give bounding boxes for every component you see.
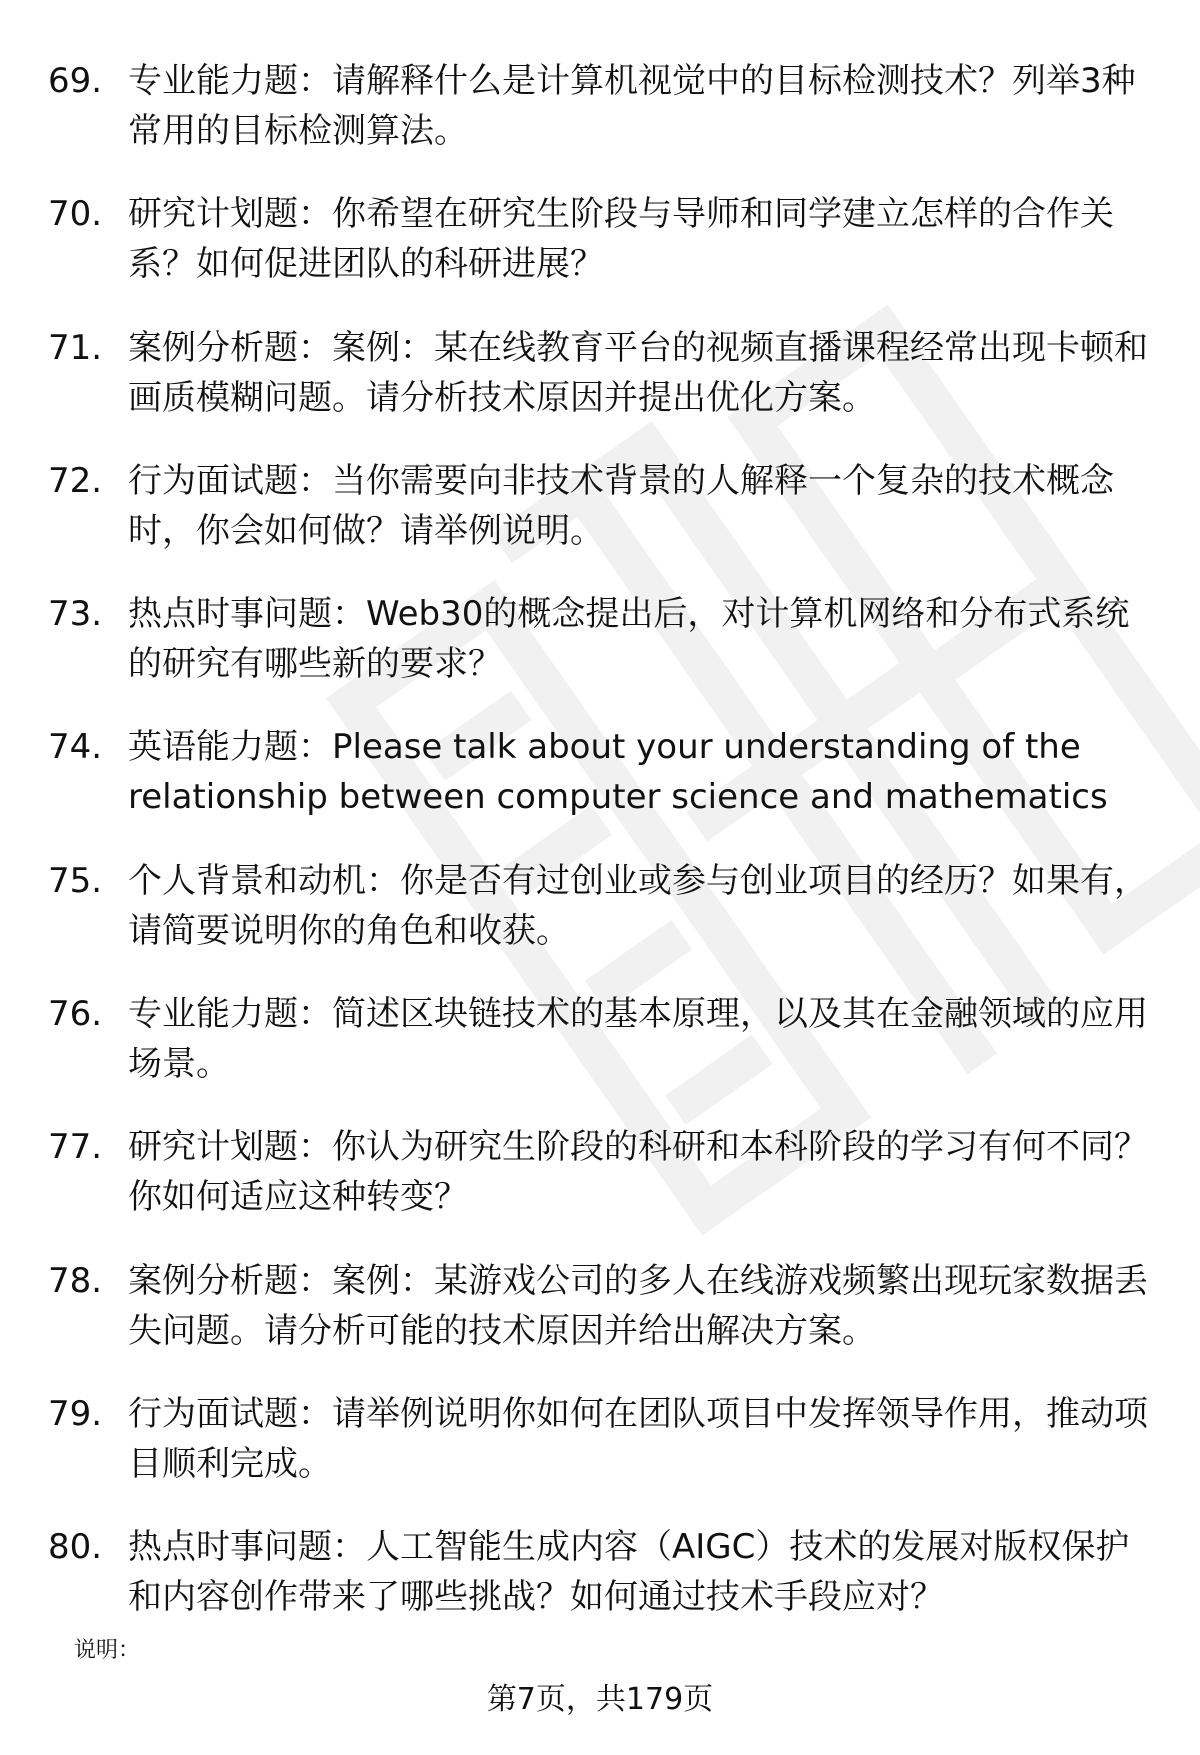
question-number: 70. xyxy=(48,194,103,235)
question-text: 案例分析题：案例：某游戏公司的多人在线游戏频繁出现玩家数据丢失问题。请分析可能的技术原因并给出解决方案。 xyxy=(128,1260,1148,1351)
question-number: 72. xyxy=(48,460,103,501)
question-item-70 xyxy=(0,189,1200,322)
question-number: 80. xyxy=(48,1527,103,1568)
question-item-80 xyxy=(0,1522,1200,1655)
question-text: 热点时事问题：Web30的概念提出后，对计算机网络和分布式系统的研究有哪些新的要求？ xyxy=(128,594,1130,685)
question-number: 74. xyxy=(48,727,103,768)
question-text: 个人背景和动机：你是否有过创业或参与创业项目的经历？如果有，请简要说明你的角色和收获。 xyxy=(128,860,1148,951)
question-number: 71. xyxy=(48,327,103,368)
page-number-footer: 第7页，共179页 xyxy=(486,1682,714,1717)
question-text: 研究计划题：你认为研究生阶段的科研和本科阶段的学习有何不同？你如何适应这种转变？ xyxy=(128,1127,1148,1218)
question-number: 75. xyxy=(48,860,103,901)
question-number: 76. xyxy=(48,994,103,1035)
question-text: 专业能力题：请解释什么是计算机视觉中的目标检测技术？列举3种常用的目标检测算法。 xyxy=(128,61,1136,151)
question-item-73 xyxy=(0,589,1200,722)
question-number: 69. xyxy=(48,61,103,101)
question-number: 78. xyxy=(48,1260,103,1301)
note-label: 说明： xyxy=(74,1638,141,1663)
question-number: 79. xyxy=(48,1393,103,1434)
question-item-79 xyxy=(0,1389,1200,1522)
question-number: 73. xyxy=(48,594,103,635)
question-item-76 xyxy=(0,989,1200,1122)
question-list xyxy=(0,56,1200,1656)
question-item-78 xyxy=(0,1256,1200,1389)
question-text: 热点时事问题：人工智能生成内容（AIGC）技术的发展对版权保护和内容创作带来了哪些挑战？如何通过技术手段应对？ xyxy=(128,1527,1130,1618)
question-text: 专业能力题：简述区块链技术的基本原理，以及其在金融领域的应用场景。 xyxy=(128,994,1148,1085)
question-text: 行为面试题：当你需要向非技术背景的人解释一个复杂的技术概念时，你会如何做？请举例说明。 xyxy=(128,460,1114,551)
question-text: 行为面试题：请举例说明你如何在团队项目中发挥领导作用，推动项目顺利完成。 xyxy=(128,1393,1148,1484)
question-item-71 xyxy=(0,323,1200,456)
question-text: 案例分析题：案例：某在线教育平台的视频直播课程经常出现卡顿和画质模糊问题。请分析技术原因并提出优化方案。 xyxy=(128,327,1148,418)
question-text: 英语能力题：Please talk about your understanding of the relationship between computer science and mathematics xyxy=(128,727,1108,818)
question-item-69 xyxy=(0,56,1200,189)
question-item-72 xyxy=(0,456,1200,589)
question-item-75 xyxy=(0,856,1200,989)
question-item-77 xyxy=(0,1122,1200,1255)
question-number: 77. xyxy=(48,1127,103,1168)
question-text: 研究计划题：你希望在研究生阶段与导师和同学建立怎样的合作关系？如何促进团队的科研进展？ xyxy=(128,194,1114,285)
question-item-74 xyxy=(0,722,1200,855)
